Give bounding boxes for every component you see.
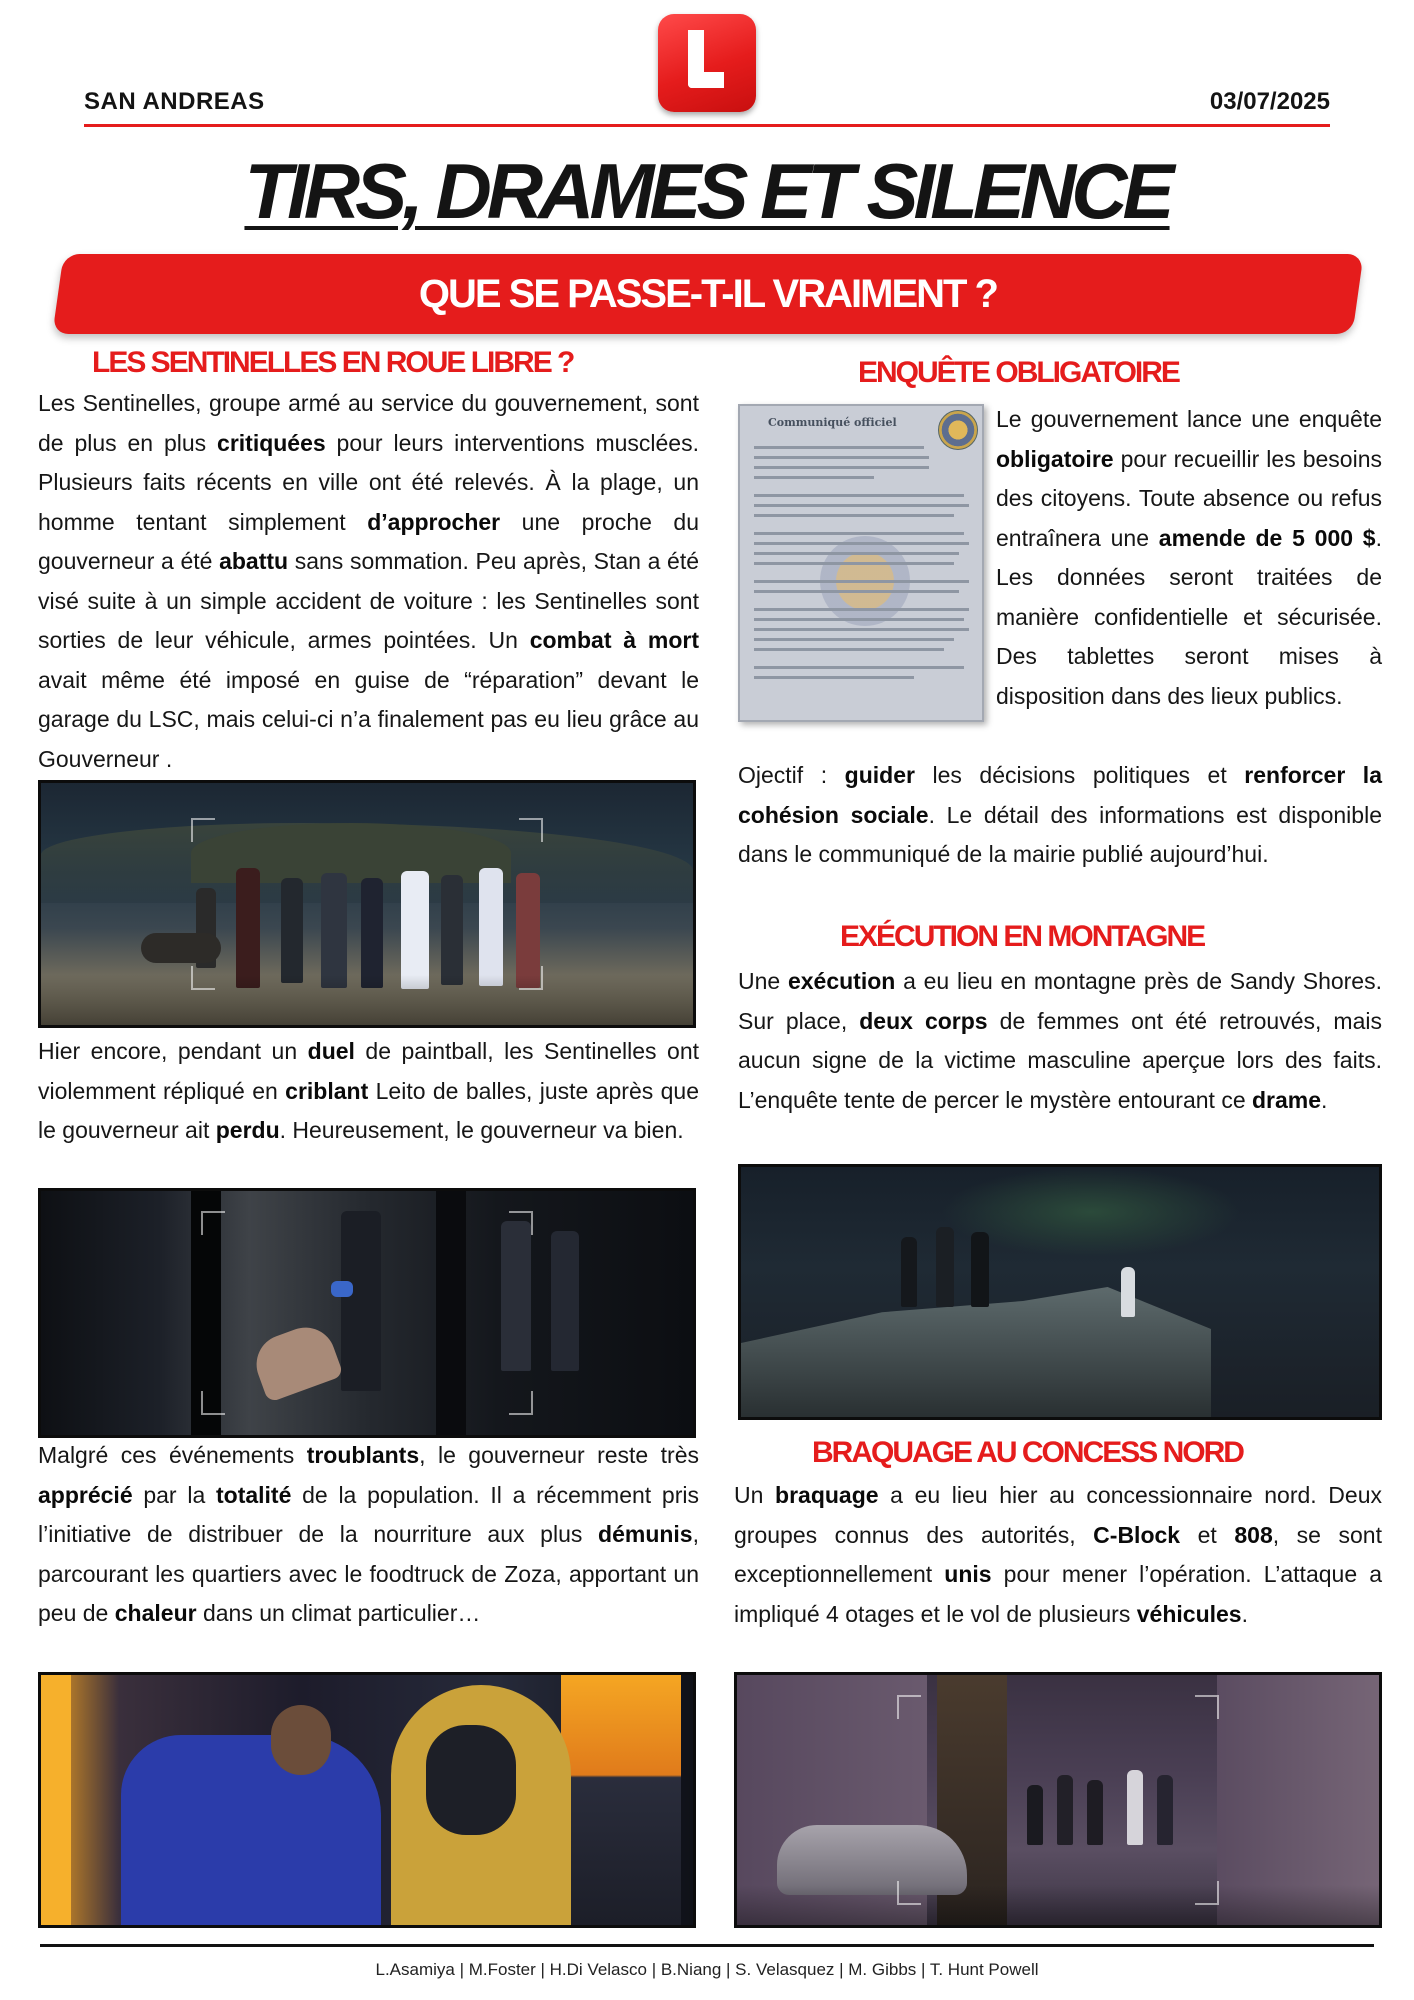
photo-foodtruck	[38, 1672, 696, 1928]
article-sentinelles-p2: Hier encore, pendant un duel de paintball, les Sentinelles ont violemment répliqué en criblant Leito de balles, juste après que le gouverneur ait perdu. Heureusement, le gouverneur va bien.	[38, 1038, 699, 1143]
article-sentinelles-p3: Malgré ces événements troublants, le gouverneur reste très apprécié par la totalité de la population. Il a récemment pris l’initiative de distribuer de la nourriture aux plus démunis, parcourant les quartiers avec le foodtruck de Zoza, apportant un peu de chaleur dans un climat particulier…	[38, 1442, 699, 1626]
article-execution: Une exécution a eu lieu en montagne près de Sandy Shores. Sur place, deux corps de femmes ont été retrouvés, mais aucun signe de la victime masculine aperçue lors des faits. L’enquête tente de percer le mystère entourant ce drame.	[738, 968, 1382, 1113]
date-label: 03/07/2025	[1209, 88, 1330, 115]
section-title-sentinelles: LES SENTINELLES EN ROUE LIBRE ?	[92, 346, 574, 379]
article-enquete-p1: Le gouvernement lance une enquête obligatoire pour recueillir les besoins des citoyens. Toute absence ou refus entraînera une amende de 5 000 $. Les données seront traitées de manière confidentielle et sécurisée. Des tablettes seront mises à disposition dans des lieux publics.	[996, 406, 1382, 709]
photo-dealership-robbery	[734, 1672, 1382, 1928]
section-title-execution: EXÉCUTION EN MONTAGNE	[840, 920, 1205, 953]
authors-credits: L.Asamiya | M.Foster | H.Di Velasco | B.Niang | S. Velasquez | M. Gibbs | T. Hunt Powell	[375, 1960, 1039, 1979]
headline: TIRS, DRAMES ET SILENCE	[244, 147, 1170, 235]
section-title-braquage: BRAQUAGE AU CONCESS NORD	[812, 1436, 1243, 1469]
photo-beach-night	[38, 780, 696, 1028]
subtitle-banner	[52, 254, 1363, 334]
communique-title: Communiqué officiel	[768, 416, 897, 429]
photo-mountain-execution	[738, 1164, 1382, 1420]
article-braquage: Un braquage a eu lieu hier au concessionnaire nord. Deux groupes connus des autorités, C-Block et 808, se sont exceptionnellement unis pour mener l’opération. L’attaque a impliqué 4 otages et le vol de plusieurs véhicules.	[734, 1482, 1383, 1627]
article-sentinelles-p1: Les Sentinelles, groupe armé au service du gouvernement, sont de plus en plus critiquées pour leurs interventions musclées. Plusieurs faits récents en ville ont été relevés. À la plage, un homme tentant simplement d’approcher une proche du gouverneur a été abattu sans sommation. Peu après, Stan a été visé suite à un simple accident de voiture : les Sentinelles sont sorties de leur véhicule, armes pointées. Un combat à mort avait même été imposé en guise de “réparation” devant le garage du LSC, mais celui-ci n’a finalement pas eu lieu grâce au Gouverneur .	[38, 390, 700, 772]
newspaper-logo	[658, 14, 756, 112]
header-divider	[84, 124, 1330, 127]
location-label: SAN ANDREAS	[84, 88, 265, 115]
section-title-enquete: ENQUÊTE OBLIGATOIRE	[858, 356, 1179, 389]
letter-l-icon	[688, 30, 724, 88]
banner-text: QUE SE PASSE-T-IL VRAIMENT ?	[418, 272, 997, 316]
official-communique-image	[738, 404, 984, 722]
article-enquete-p2: Ojectif : guider les décisions politiques et renforcer la cohésion sociale. Le détail des informations est disponible dans le communiqué de la mairie publié aujourd’hui.	[738, 762, 1382, 867]
state-seal-icon	[938, 410, 978, 450]
photo-alley-shooting	[38, 1188, 696, 1438]
footer-divider	[40, 1944, 1374, 1947]
